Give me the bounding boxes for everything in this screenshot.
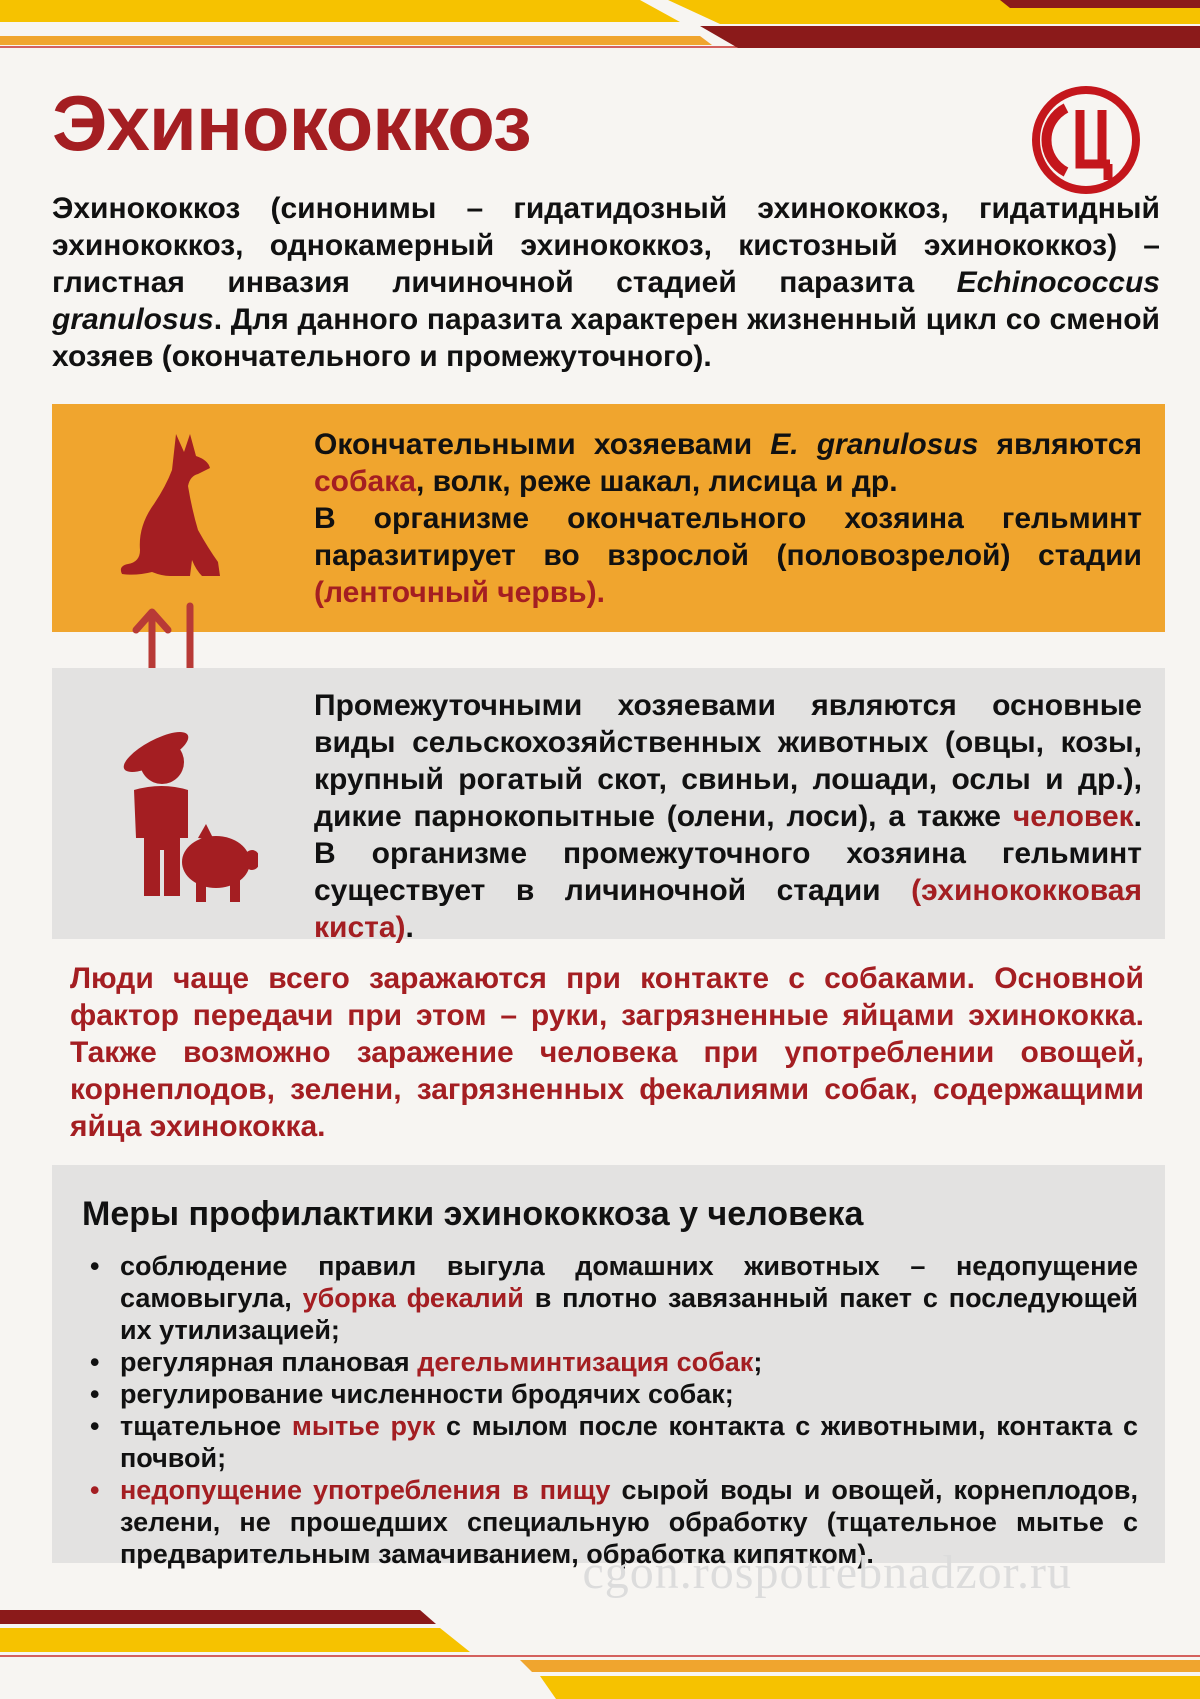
definitive-text-part2: являются xyxy=(978,428,1142,461)
footer-url: cgon.rospotrebnadzor.ru xyxy=(582,1546,1072,1599)
intermediate-highlight-human: человек xyxy=(1012,800,1134,833)
definitive-highlight-dog: собака xyxy=(314,465,416,498)
intro-part2: . Для данного паразита характерен жизненный цикл со сменой хозяев (окончательного и промежуточного). xyxy=(52,303,1160,373)
top-stripes xyxy=(0,0,1200,70)
prevention-item xyxy=(88,1346,1138,1378)
intermediate-text-part3: . xyxy=(405,911,414,944)
item-text: сырой воды и овощей, корнеплодов, зелени, не прошедших специальную обработку (тщательное мытье с предварительным замачиванием, обработка кипятком). xyxy=(120,1475,1138,1569)
intermediate-text-part1: Промежуточными хозяевами являются основные виды сельскохозяйственных животных (овцы, козы, крупный рогатый скот, свиньи, лошади, ослы и др.), дикие парнокопытные (олени, лоси), а также xyxy=(314,689,1142,833)
item-highlight: дегельминтизация собак xyxy=(417,1347,754,1377)
item-highlight: мытье рук xyxy=(291,1411,436,1441)
child-and-pig-icon xyxy=(118,720,258,902)
item-highlight: недопущение употребления в пищу xyxy=(120,1475,611,1505)
item-text: регулирование численности бродячих собак; xyxy=(120,1379,734,1409)
cgon-logo-icon xyxy=(1030,84,1142,196)
item-text: в плотно завязанный пакет с последующей их утилизацией; xyxy=(120,1283,1138,1345)
prevention-item xyxy=(88,1250,1138,1346)
definitive-text-part1: Окончательными хозяевами xyxy=(314,428,771,461)
intro-paragraph xyxy=(52,190,1160,375)
intermediate-host-text xyxy=(314,687,1142,946)
definitive-highlight-tapeworm: (ленточный червь). xyxy=(314,576,605,609)
definitive-host-text xyxy=(314,426,1142,611)
intro-part1: Эхинококкоз (синонимы – гидатидозный эхинококкоз, гидатидный эхинококкоз, однокамерный эхинококкоз, кистозный эхинококкоз) – глистная инвазия личиночной стадией паразита xyxy=(52,192,1160,299)
item-text: с мылом после контакта с животными, контакта с почвой; xyxy=(120,1411,1138,1473)
intro-latin-name: Echinococcus granulosus xyxy=(52,266,1160,336)
bottom-stripes xyxy=(0,1610,1200,1699)
prevention-item xyxy=(88,1378,1138,1410)
prevention-list xyxy=(88,1250,1138,1570)
intermediate-highlight-cyst: (эхинококковая киста) xyxy=(314,874,1142,944)
item-text: ; xyxy=(753,1347,763,1377)
prevention-title: Меры профилактики эхинококкоза у человека xyxy=(82,1195,864,1233)
item-text: соблюдение правил выгула домашних животных – недопущение самовыгула, xyxy=(120,1251,1138,1313)
intermediate-text-part2: . В организме промежуточного хозяина гельминт существует в личиночной стадии xyxy=(314,800,1142,907)
infection-paragraph: Люди чаще всего заражаются при контакте с собаками. Основной фактор передачи при этом – руки, загрязненные яйцами эхинококка. Также возможно заражение человека при употреблении овощей, корнеплодов, зелени, загрязненных фекалиями собак, содержащими яйца эхинококка. xyxy=(70,962,1144,1143)
page-title: Эхинококкоз xyxy=(52,79,531,167)
definitive-text-part3: , волк, реже шакал, лисица и др. xyxy=(415,465,898,498)
item-text: регулярная плановая xyxy=(120,1347,418,1377)
definitive-text-part4: В организме окончательного хозяина гельминт паразитирует во взрослой (половозрелой) стадии xyxy=(314,502,1142,572)
prevention-item xyxy=(88,1410,1138,1474)
definitive-latin: E. granulosus xyxy=(770,428,979,461)
dog-icon xyxy=(118,430,228,580)
item-highlight: уборка фекалий xyxy=(302,1283,524,1313)
item-text: тщательное xyxy=(120,1411,292,1441)
